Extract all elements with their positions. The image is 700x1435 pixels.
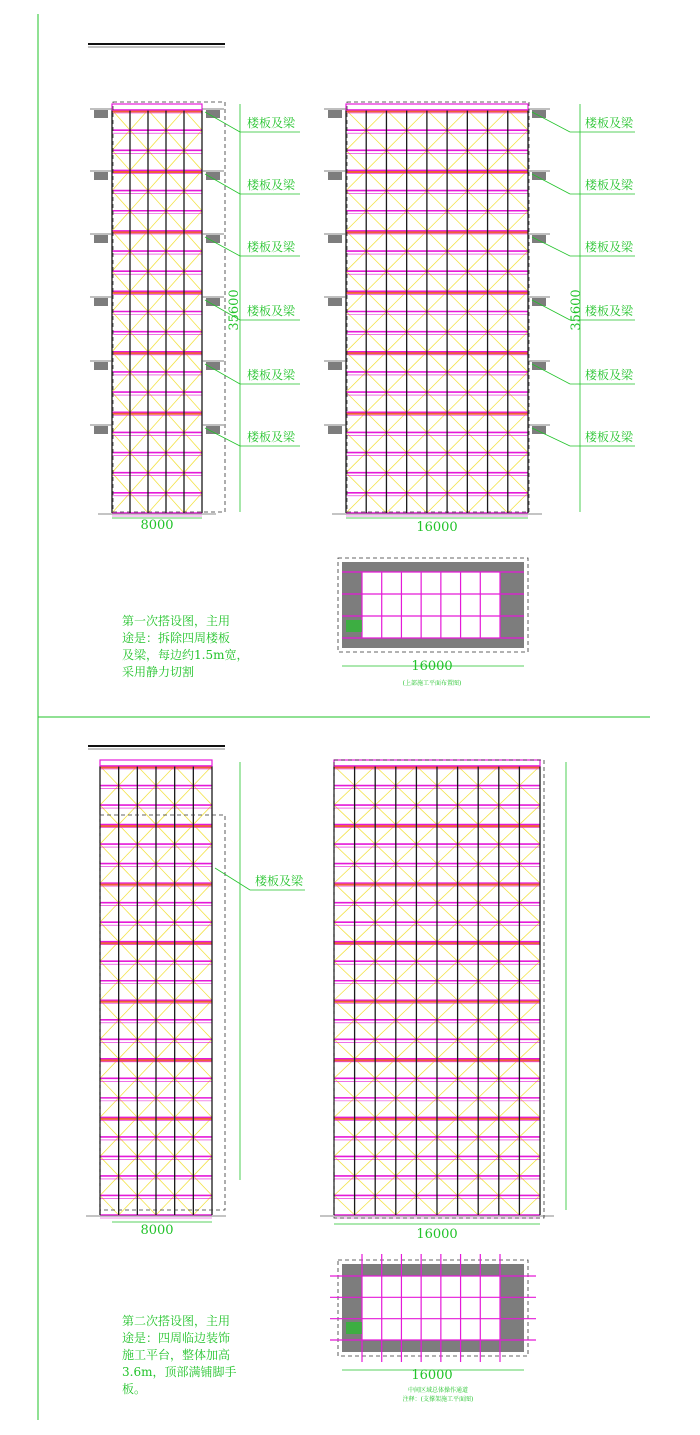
top-right-width-dim: 16000 [416,520,458,535]
top-plan-width-dim: 16000 [411,659,453,674]
top-title-line [88,44,225,47]
dashed-outline [334,760,544,1218]
slab-stub [328,362,342,370]
label-leader [205,237,240,256]
bottom-slab-label: 楼板及梁 [255,874,304,888]
top-left-width-dim: 8000 [140,518,174,533]
top-rail [346,104,528,110]
label-leader [205,174,240,194]
bottom-left-width-dim: 8000 [140,1223,174,1238]
slab-label: 楼板及梁 [585,430,634,444]
slab-stub [532,110,546,118]
bottom-plan-view [330,1254,536,1370]
slab-stub [94,362,108,370]
slab-stub [94,172,108,180]
slab-stub [328,110,342,118]
bottom-narrow-scaffold-elevation [86,760,305,1218]
note-line: 板。 [122,1382,147,1396]
note-line: 途是：四周临边装饰 [122,1331,231,1345]
bottom-plan-caption-2: 注释：(支撑架施工平面图) [402,1396,474,1403]
label-leader [532,364,570,384]
slab-label: 楼板及梁 [247,368,296,382]
slab-label: 楼板及梁 [247,430,296,444]
bottom-plan-width-dim: 16000 [411,1368,453,1383]
label-leader [532,237,570,256]
note-line: 途是：拆除四周楼板 [122,631,231,645]
plan-stair-block [346,1322,362,1334]
note-line: 第一次搭设图，主用 [122,614,231,628]
dashed-outline [347,102,529,512]
note-line: 3.6m，顶部满铺脚手 [122,1365,237,1379]
slab-stub [94,110,108,118]
slab-stub [532,298,546,306]
slab-label: 楼板及梁 [585,368,634,382]
slab-stub [532,235,546,243]
label-leader [532,428,570,446]
note-line: 第二次搭设图，主用 [122,1314,231,1328]
bottom-note [122,1313,236,1396]
slab-stub [328,426,342,434]
top-rail [100,760,212,766]
bottom-plan-caption-1: 中间区域总体操作通道 [407,1387,469,1394]
slab-stub [532,426,546,434]
slab-stub [94,426,108,434]
label-leader [205,364,240,384]
note-line: 施工平台，整体加高 [122,1348,231,1362]
note-line: 及梁，每边约1.5m宽， [122,648,249,662]
slab-stub [328,298,342,306]
plan-opening [362,1276,500,1340]
slab-label: 楼板及梁 [585,178,634,192]
label-leader [205,112,240,132]
bottom-title-line [88,746,225,749]
slab-label: 楼板及梁 [585,240,634,254]
slab-label: 楼板及梁 [247,304,296,318]
slab-label: 楼板及梁 [585,304,634,318]
note-line: 采用静力切割 [122,665,195,679]
bottom-wide-scaffold-elevation [320,760,554,1218]
label-leader [532,112,570,132]
label-leader [532,174,570,194]
slab-stub [532,172,546,180]
slab-stub [532,362,546,370]
label-leader [215,868,250,890]
top-plan-view [338,558,528,666]
top-right-height-dim: 35600 [569,289,584,331]
top-rail [112,104,202,110]
slab-stub [94,298,108,306]
bottom-right-width-dim: 16000 [416,1227,458,1242]
top-note [122,613,248,679]
slab-label: 楼板及梁 [585,116,634,130]
slab-stub [94,235,108,243]
slab-stub [328,235,342,243]
label-leader [205,428,240,446]
plan-stair-block [346,620,362,632]
slab-stub [328,172,342,180]
slab-label: 楼板及梁 [247,240,296,254]
top-left-height-dim: 35600 [227,289,242,331]
top-right-slab-labels [585,115,634,444]
label-leader [532,300,570,320]
top-left-slab-labels [247,115,296,444]
top-rail [334,760,540,766]
slab-label: 楼板及梁 [247,116,296,130]
slab-label: 楼板及梁 [247,178,296,192]
plan-opening [362,572,500,638]
top-plan-caption: (上部施工平面布置图) [402,680,462,687]
